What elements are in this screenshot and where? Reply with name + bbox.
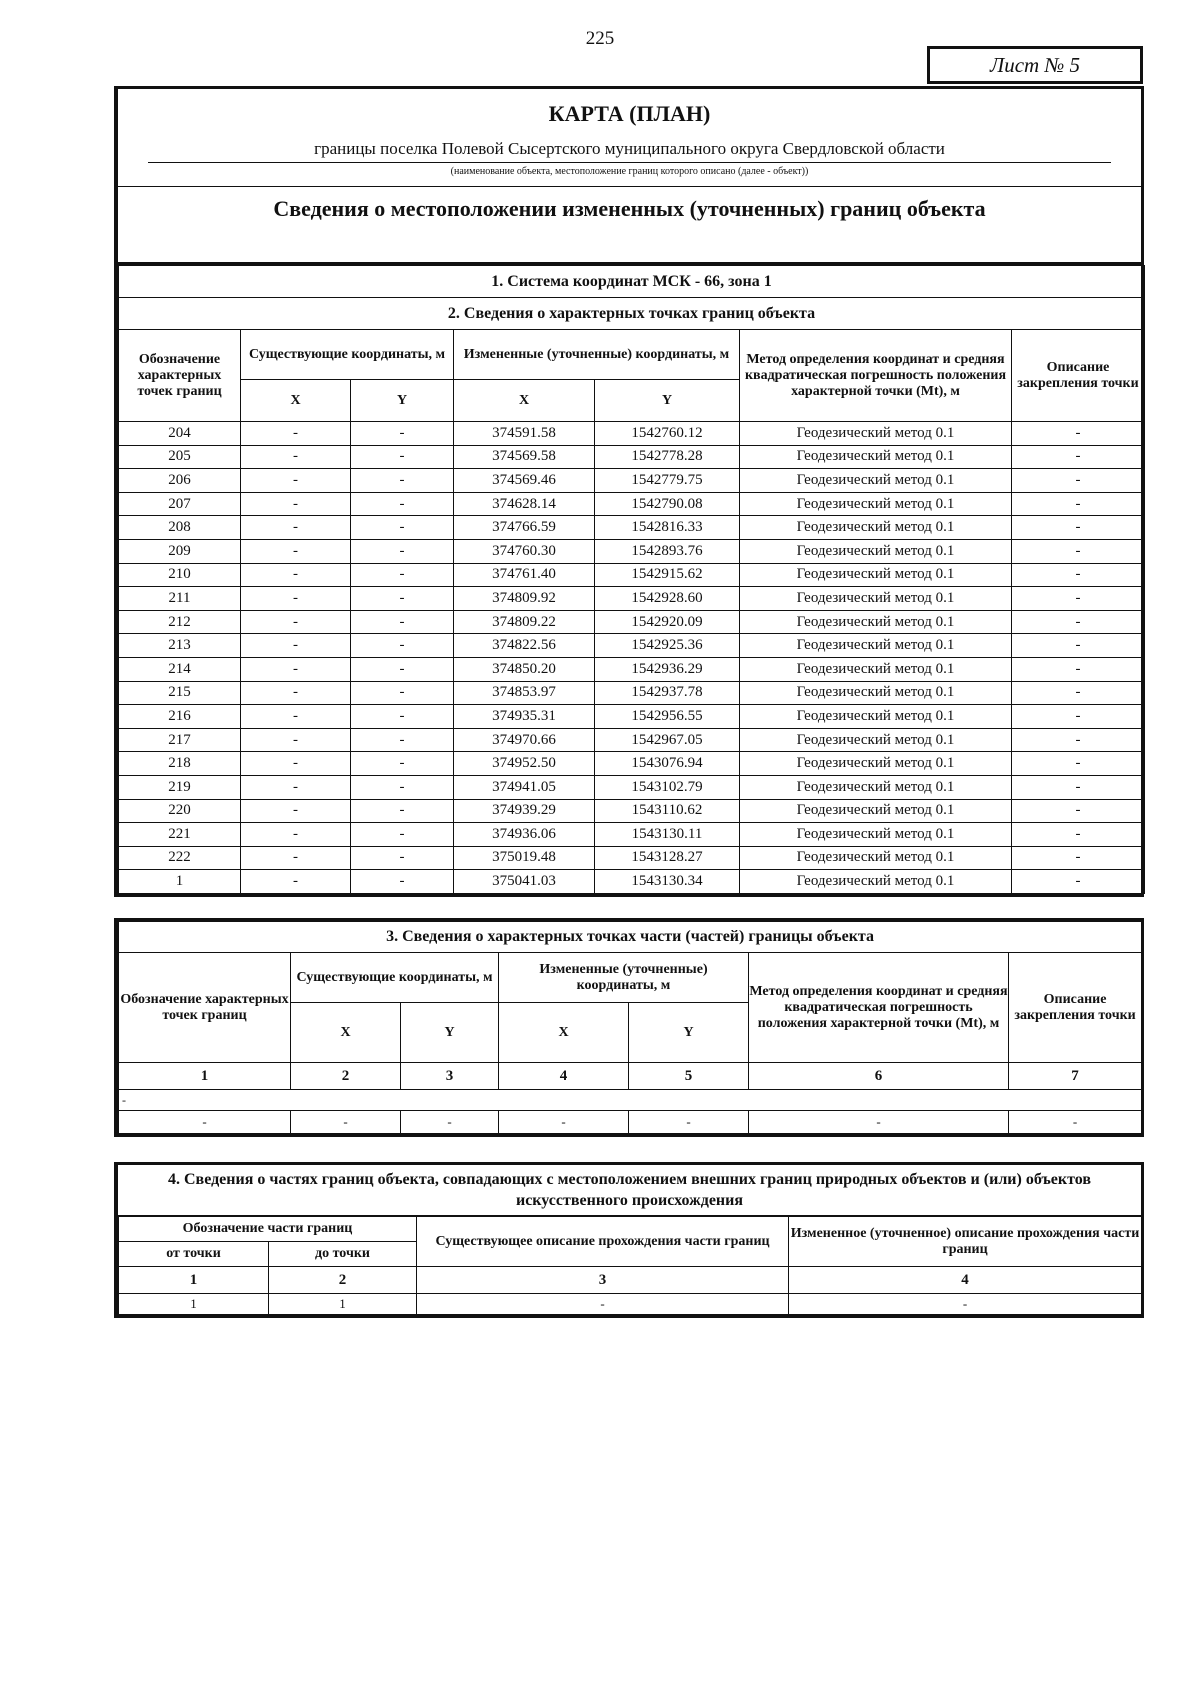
table-cell: - bbox=[351, 422, 454, 446]
s3-col-number: 3 bbox=[401, 1063, 499, 1090]
s4-col-part-header: Обозначение части границ bbox=[119, 1217, 417, 1242]
table-cell: - bbox=[241, 728, 351, 752]
table-cell: - bbox=[241, 610, 351, 634]
table-row bbox=[119, 492, 1145, 516]
table-cell: - bbox=[351, 587, 454, 611]
table-cell: - bbox=[351, 445, 454, 469]
s3-col-existing-y: Y bbox=[401, 1003, 499, 1063]
table-cell: 1542936.29 bbox=[595, 657, 740, 681]
table-row bbox=[119, 563, 1145, 587]
table-row bbox=[119, 799, 1145, 823]
table-cell: 1543076.94 bbox=[595, 752, 740, 776]
col-existing-y: Y bbox=[351, 380, 454, 422]
table-cell: Геодезический метод 0.1 bbox=[740, 705, 1012, 729]
s3-col-number: 5 bbox=[629, 1063, 749, 1090]
table-cell: Геодезический метод 0.1 bbox=[740, 775, 1012, 799]
table-cell: 374809.22 bbox=[454, 610, 595, 634]
s3-col-existing-header: Существующие координаты, м bbox=[291, 953, 499, 1003]
table-row bbox=[119, 775, 1145, 799]
section-title: Сведения о местоположении измененных (уточненных) границ объекта bbox=[273, 196, 986, 221]
table-cell: 374970.66 bbox=[454, 728, 595, 752]
col-point-header: Обозначение характерных точек границ bbox=[119, 330, 241, 422]
table-cell: Геодезический метод 0.1 bbox=[740, 563, 1012, 587]
table-cell: - bbox=[351, 539, 454, 563]
table-cell: 214 bbox=[119, 657, 241, 681]
table-cell: - bbox=[351, 823, 454, 847]
table-cell: 374760.30 bbox=[454, 539, 595, 563]
coordinate-system-title: 1. Система координат МСК - 66, зона 1 bbox=[119, 266, 1145, 298]
table-cell: - bbox=[351, 469, 454, 493]
part-points-table bbox=[118, 921, 1142, 1134]
table-cell: 216 bbox=[119, 705, 241, 729]
table-cell: - bbox=[241, 516, 351, 540]
s3-number-row bbox=[119, 1063, 1142, 1090]
table-cell: 1 bbox=[119, 870, 241, 894]
table-cell: - bbox=[629, 1111, 749, 1134]
table-cell: - bbox=[1012, 469, 1145, 493]
table-row bbox=[119, 634, 1145, 658]
table-row bbox=[119, 1294, 1142, 1315]
table-cell: 1542915.62 bbox=[595, 563, 740, 587]
table-cell: - bbox=[1012, 846, 1145, 870]
sheet-label: Лист № 5 bbox=[927, 46, 1143, 84]
col-desc-header: Описание закрепления точки bbox=[1012, 330, 1145, 422]
table-cell: 1542778.28 bbox=[595, 445, 740, 469]
table-row bbox=[119, 445, 1145, 469]
table-cell: - bbox=[241, 705, 351, 729]
table-cell: - bbox=[241, 634, 351, 658]
table-cell: 1542893.76 bbox=[595, 539, 740, 563]
s3-col-changed-header: Измененные (уточненные) координаты, м bbox=[499, 953, 749, 1003]
table-cell: - bbox=[1012, 728, 1145, 752]
subject-underline bbox=[148, 162, 1111, 163]
table-cell: - bbox=[351, 681, 454, 705]
table-row bbox=[119, 1111, 1142, 1134]
s4-number-row bbox=[119, 1267, 1142, 1294]
s4-col-number: 2 bbox=[269, 1267, 417, 1294]
s3-col-number: 7 bbox=[1009, 1063, 1142, 1090]
table-row bbox=[119, 823, 1145, 847]
table-cell: - bbox=[351, 846, 454, 870]
table-cell: 222 bbox=[119, 846, 241, 870]
table-cell: 1543128.27 bbox=[595, 846, 740, 870]
table-cell: Геодезический метод 0.1 bbox=[740, 799, 1012, 823]
s3-col-desc-header: Описание закрепления точки bbox=[1009, 953, 1142, 1063]
table-cell: - bbox=[291, 1111, 401, 1134]
table-cell: 1542779.75 bbox=[595, 469, 740, 493]
document-title: КАРТА (ПЛАН) bbox=[548, 101, 711, 126]
s4-col-existing-header: Существующее описание прохождения части границ bbox=[417, 1217, 789, 1267]
table-cell: 1543130.34 bbox=[595, 870, 740, 894]
col-method-header: Метод определения координат и средняя квадратическая погрешность положения характерной точки (Mt), м bbox=[740, 330, 1012, 422]
s3-col-changed-x: X bbox=[499, 1003, 629, 1063]
table-cell: - bbox=[1012, 681, 1145, 705]
section-3 bbox=[114, 918, 1144, 1137]
table-cell: 211 bbox=[119, 587, 241, 611]
s3-col-method-header: Метод определения координат и средняя квадратическая погрешность положения характерной точки (Mt), м bbox=[749, 953, 1009, 1063]
col-existing-x: X bbox=[241, 380, 351, 422]
table-cell: 218 bbox=[119, 752, 241, 776]
s3-col-point-header: Обозначение характерных точек границ bbox=[119, 953, 291, 1063]
table-cell: - bbox=[241, 799, 351, 823]
table-row bbox=[119, 610, 1145, 634]
table-cell: - bbox=[1012, 563, 1145, 587]
table-row bbox=[119, 681, 1145, 705]
page-number: 225 bbox=[585, 28, 615, 49]
table-row bbox=[119, 587, 1145, 611]
table-row bbox=[119, 422, 1145, 446]
table-cell: - bbox=[1012, 492, 1145, 516]
table-cell: 1543102.79 bbox=[595, 775, 740, 799]
table-cell: 374628.14 bbox=[454, 492, 595, 516]
table-cell: 374766.59 bbox=[454, 516, 595, 540]
table-row bbox=[119, 752, 1145, 776]
table-cell: 374853.97 bbox=[454, 681, 595, 705]
table-cell: 374822.56 bbox=[454, 634, 595, 658]
table-cell: - bbox=[241, 752, 351, 776]
table-cell: 374935.31 bbox=[454, 705, 595, 729]
table-cell: - bbox=[1012, 610, 1145, 634]
table-cell: - bbox=[241, 681, 351, 705]
table-row bbox=[119, 657, 1145, 681]
table-cell: - bbox=[351, 752, 454, 776]
s3-col-number: 4 bbox=[499, 1063, 629, 1090]
table-cell: 374591.58 bbox=[454, 422, 595, 446]
table-cell: - bbox=[351, 610, 454, 634]
table-cell: 1543110.62 bbox=[595, 799, 740, 823]
table-cell: - bbox=[1012, 516, 1145, 540]
table-cell: - bbox=[241, 657, 351, 681]
table-cell: 207 bbox=[119, 492, 241, 516]
s4-col-from: от точки bbox=[119, 1242, 269, 1267]
table-cell: Геодезический метод 0.1 bbox=[740, 469, 1012, 493]
table-cell: - bbox=[119, 1111, 291, 1134]
table-cell: - bbox=[241, 587, 351, 611]
table-cell: - bbox=[1012, 870, 1145, 894]
table-cell: - bbox=[1012, 634, 1145, 658]
section-1-2 bbox=[114, 265, 1144, 897]
col-existing-header: Существующие координаты, м bbox=[241, 330, 454, 380]
table-cell: - bbox=[1012, 775, 1145, 799]
table-cell: 1542928.60 bbox=[595, 587, 740, 611]
table-cell: 374850.20 bbox=[454, 657, 595, 681]
table-cell: 375041.03 bbox=[454, 870, 595, 894]
table-cell: Геодезический метод 0.1 bbox=[740, 445, 1012, 469]
table-cell: - bbox=[1012, 823, 1145, 847]
table-cell: - bbox=[241, 445, 351, 469]
table-row bbox=[119, 469, 1145, 493]
table-cell: 1542937.78 bbox=[595, 681, 740, 705]
s3-part-label: - bbox=[119, 1090, 1142, 1111]
s4-col-number: 4 bbox=[789, 1267, 1142, 1294]
table-cell: Геодезический метод 0.1 bbox=[740, 539, 1012, 563]
s4-col-to: до точки bbox=[269, 1242, 417, 1267]
table-cell: - bbox=[1012, 445, 1145, 469]
table-cell: - bbox=[351, 634, 454, 658]
table-cell: - bbox=[241, 422, 351, 446]
table-cell: Геодезический метод 0.1 bbox=[740, 681, 1012, 705]
table-cell: 1 bbox=[119, 1294, 269, 1315]
table-cell: 1542816.33 bbox=[595, 516, 740, 540]
table-cell: - bbox=[351, 870, 454, 894]
section-4 bbox=[114, 1162, 1144, 1318]
table-cell: - bbox=[351, 657, 454, 681]
table-cell: - bbox=[351, 799, 454, 823]
table-cell: - bbox=[241, 775, 351, 799]
table-cell: 374939.29 bbox=[454, 799, 595, 823]
table-cell: - bbox=[351, 492, 454, 516]
table-cell: - bbox=[749, 1111, 1009, 1134]
table-cell: 219 bbox=[119, 775, 241, 799]
table-row bbox=[119, 846, 1145, 870]
section-2-title: 2. Сведения о характерных точках границ объекта bbox=[119, 298, 1145, 330]
table-cell: - bbox=[1012, 657, 1145, 681]
table-cell: - bbox=[499, 1111, 629, 1134]
table-cell: - bbox=[417, 1294, 789, 1315]
subject-note: (наименование объекта, местоположение границ которого описано (далее - объект)) bbox=[450, 166, 809, 177]
table-cell: 1542967.05 bbox=[595, 728, 740, 752]
header-divider bbox=[118, 186, 1141, 187]
table-cell: - bbox=[1012, 799, 1145, 823]
table-cell: 374936.06 bbox=[454, 823, 595, 847]
table-cell: Геодезический метод 0.1 bbox=[740, 516, 1012, 540]
table-cell: - bbox=[1009, 1111, 1142, 1134]
table-row bbox=[119, 728, 1145, 752]
table-cell: Геодезический метод 0.1 bbox=[740, 823, 1012, 847]
table-cell: 1542790.08 bbox=[595, 492, 740, 516]
table-cell: 206 bbox=[119, 469, 241, 493]
table-cell: 204 bbox=[119, 422, 241, 446]
table-cell: 375019.48 bbox=[454, 846, 595, 870]
table-cell: - bbox=[351, 728, 454, 752]
table-cell: - bbox=[351, 705, 454, 729]
table-cell: Геодезический метод 0.1 bbox=[740, 634, 1012, 658]
table-cell: - bbox=[241, 823, 351, 847]
table-cell: Геодезический метод 0.1 bbox=[740, 587, 1012, 611]
table-cell: 374761.40 bbox=[454, 563, 595, 587]
table-cell: Геодезический метод 0.1 bbox=[740, 846, 1012, 870]
table-cell: 210 bbox=[119, 563, 241, 587]
table-cell: 217 bbox=[119, 728, 241, 752]
col-changed-x: X bbox=[454, 380, 595, 422]
table-cell: - bbox=[241, 469, 351, 493]
table-cell: 213 bbox=[119, 634, 241, 658]
table-cell: - bbox=[351, 563, 454, 587]
table-cell: - bbox=[789, 1294, 1142, 1315]
table-cell: 1543130.11 bbox=[595, 823, 740, 847]
table-cell: - bbox=[241, 539, 351, 563]
table-cell: 374569.46 bbox=[454, 469, 595, 493]
table-cell: 205 bbox=[119, 445, 241, 469]
parts-table bbox=[118, 1216, 1142, 1315]
table-cell: 374809.92 bbox=[454, 587, 595, 611]
table-cell: 1542920.09 bbox=[595, 610, 740, 634]
table-cell: Геодезический метод 0.1 bbox=[740, 610, 1012, 634]
section-4-title: 4. Сведения о частях границ объекта, совпадающих с местоположением внешних границ природных объектов и (или) объектов искусственного происхождения bbox=[118, 1165, 1141, 1216]
table-cell: Геодезический метод 0.1 bbox=[740, 870, 1012, 894]
table-cell: - bbox=[241, 563, 351, 587]
table-cell: - bbox=[1012, 422, 1145, 446]
table-cell: 1542925.36 bbox=[595, 634, 740, 658]
table-cell: - bbox=[241, 492, 351, 516]
table-cell: - bbox=[241, 870, 351, 894]
table-cell: 374952.50 bbox=[454, 752, 595, 776]
table-cell: - bbox=[401, 1111, 499, 1134]
table-cell: Геодезический метод 0.1 bbox=[740, 492, 1012, 516]
table-cell: 1542760.12 bbox=[595, 422, 740, 446]
table-cell: Геодезический метод 0.1 bbox=[740, 657, 1012, 681]
table-cell: - bbox=[1012, 752, 1145, 776]
s3-col-changed-y: Y bbox=[629, 1003, 749, 1063]
table-cell: - bbox=[351, 516, 454, 540]
points-table bbox=[118, 265, 1145, 894]
table-cell: Геодезический метод 0.1 bbox=[740, 752, 1012, 776]
table-cell: - bbox=[1012, 539, 1145, 563]
table-cell: 212 bbox=[119, 610, 241, 634]
table-cell: 220 bbox=[119, 799, 241, 823]
table-row bbox=[119, 870, 1145, 894]
col-changed-y: Y bbox=[595, 380, 740, 422]
table-cell: 215 bbox=[119, 681, 241, 705]
table-cell: 221 bbox=[119, 823, 241, 847]
table-row bbox=[119, 705, 1145, 729]
table-cell: 374569.58 bbox=[454, 445, 595, 469]
table-cell: 1542956.55 bbox=[595, 705, 740, 729]
table-row bbox=[119, 516, 1145, 540]
table-cell: - bbox=[1012, 705, 1145, 729]
table-cell: - bbox=[241, 846, 351, 870]
table-cell: 1 bbox=[269, 1294, 417, 1315]
table-cell: 208 bbox=[119, 516, 241, 540]
s4-col-changed-header: Измененное (уточненное) описание прохождения части границ bbox=[789, 1217, 1142, 1267]
table-cell: Геодезический метод 0.1 bbox=[740, 422, 1012, 446]
table-cell: 374941.05 bbox=[454, 775, 595, 799]
s3-col-number: 6 bbox=[749, 1063, 1009, 1090]
s3-part-header-row bbox=[119, 1090, 1142, 1111]
s4-col-number: 1 bbox=[119, 1267, 269, 1294]
table-cell: - bbox=[351, 775, 454, 799]
table-row bbox=[119, 539, 1145, 563]
s4-col-number: 3 bbox=[417, 1267, 789, 1294]
table-cell: - bbox=[1012, 587, 1145, 611]
s3-col-existing-x: X bbox=[291, 1003, 401, 1063]
object-subject: границы поселка Полевой Сысертского муниципального округа Свердловской области bbox=[314, 139, 945, 158]
table-cell: Геодезический метод 0.1 bbox=[740, 728, 1012, 752]
map-header bbox=[114, 86, 1144, 265]
col-changed-header: Измененные (уточненные) координаты, м bbox=[454, 330, 740, 380]
section-3-title: 3. Сведения о характерных точках части (частей) границы объекта bbox=[119, 922, 1142, 953]
table-cell: 209 bbox=[119, 539, 241, 563]
s3-col-number: 1 bbox=[119, 1063, 291, 1090]
s3-col-number: 2 bbox=[291, 1063, 401, 1090]
